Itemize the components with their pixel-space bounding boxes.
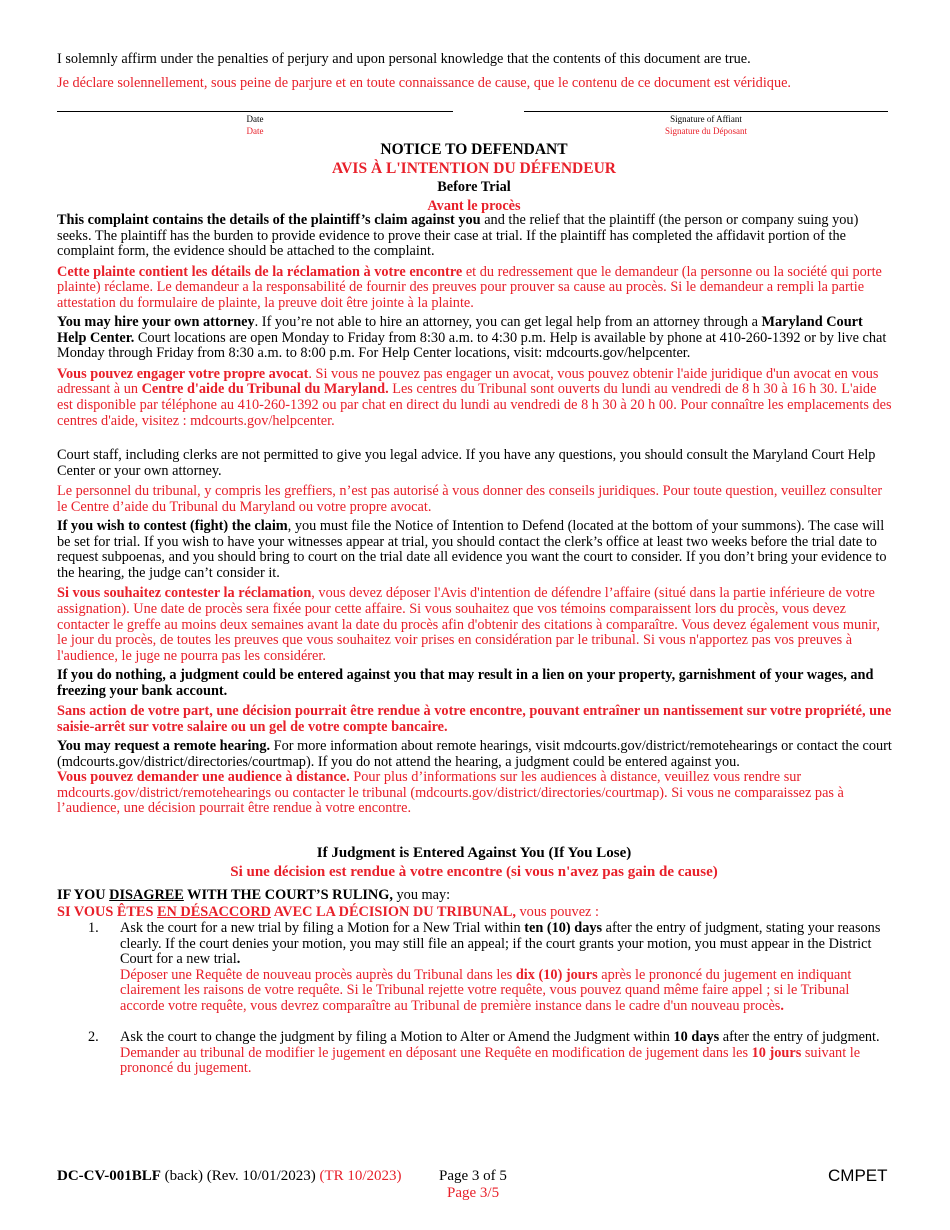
judgment-title-en: If Judgment is Entered Against You (If You Lose) — [316, 845, 632, 861]
list-item: 2. Ask the court to change the judgment by filing a Motion to Alter or Amend the Judgment within 10 days after the entry of judgment. Demander au tribunal de modifier le jugement en déposant une Requête en modification de jugement dans les 10 jours suivant le prononcé du jugement. — [88, 1029, 880, 1077]
notice-sub-en: Before Trial — [437, 179, 511, 195]
judgment-header — [57, 844, 891, 882]
date-label: Date Date — [246, 114, 264, 136]
signature-line — [524, 111, 888, 112]
paragraph-court-staff: Court staff, including clerks are not permitted to give you legal advice. If you have any questions, you should consult the Maryland Court Help Center or your own attorney. Le personnel du tribunal, y compris les greffiers, n’est pas autorisé à vous donner des conseils juridiques. Pour toute question, veuillez consulter le Centre d’aide du Tribunal du Maryland ou votre propre avocat. — [57, 447, 883, 515]
signature-label: Signature of Affiant Signature du Déposant — [665, 114, 747, 136]
paragraph-contest: If you wish to contest (fight) the claim, you must file the Notice of Intention to Defend (located at the bottom of your summons). The case will be set for trial. If you wish to have your witnesses appear at trial, you should contact the clerk’s office at least two weeks before the trial date to request subpoenas, and you should bring to court on the trial date all evidence you want the court to consider. If you don’t bring your evidence to the hearing, the judge can’t consider it. Si vous souhaitez contester la réclamation, vous devez déposer l'Avis d'intention de défendre l’affaire (situé dans la partie inférieure de votre assignation). Une date de procès sera fixée pour cette affaire. Si vous souhaitez que vos témoins comparaissent lors du procès, vous devez contacter le greffe au moins deux semaines avant la date du procès afin d'obtenir des citations à comparaître. Vous devez également vous munir, le jour du procès, de toutes les preuves que vous souhaitez voir prises en considération par le tribunal. Si vous n'apportez pas vos preuves à l'audience, le juge ne pourra pas les considérer. — [57, 518, 887, 664]
footer-page: Page 3 of 5 Page 3/5 — [439, 1168, 507, 1201]
paragraph-attorney: You may hire your own attorney. If you’re not able to hire an attorney, you can get legal help from an attorney through a Maryland Court Help Center. Court locations are open Monday to Friday from 8:30 a.m. to 4:30 p.m. Help is available by phone at 410-260-1392 or by live chat Monday through Friday from 8:30 a.m. to 8:00 p.m. For Help Center locations, visit: mdcourts.gov/helpcenter. Vous pouvez engager votre propre avocat. Si vous ne pouvez pas engager un avocat, vous pouvez obtenir l'aide juridique d'un avocat en vous adressant à un Centre d'aide du Tribunal du Maryland. Les centres du Tribunal sont ouverts du lundi au vendredi de 8 h 30 à 16 h 30. L'aide est disponible par téléphone au 410-260-1392 ou par chat en direct du lundi au vendredi de 8 h 30 à 20 h 00. Pour connaître les emplacements des centres d'aide, visitez : mdcourts.gov/helpcenter. — [57, 314, 892, 429]
date-line — [57, 111, 453, 112]
judgment-lead: IF YOU DISAGREE WITH THE COURT’S RULING, you may: SI VOUS ÊTES EN DÉSACCORD AVEC LA DÉCISION DU TRIBUNAL, vous pouvez : — [57, 887, 599, 920]
footer-form-id: DC-CV-001BLF (back) (Rev. 10/01/2023) (TR 10/2023) — [57, 1168, 402, 1184]
paragraph-complaint: This complaint contains the details of the plaintiff’s claim against you and the relief that the plaintiff (the person or company suing you) seeks. The plaintiff has the burden to provide evidence to prove their case at trial. If the plaintiff has completed the affidavit portion of the complaint form, the evidence should be attached to the complaint. Cette plainte contient les détails de la réclamation à votre encontre et du redressement que le demandeur (la personne ou la société qui porte plainte) réclame. Le demandeur a la responsabilité de fournir des preuves pour prouver sa cause au procès. Si le demandeur a rempli la partie attestation du formulaire de plainte, la preuve doit être jointe à la plainte. — [57, 212, 882, 311]
notice-header — [57, 140, 891, 215]
notice-title-en: NOTICE TO DEFENDANT — [380, 141, 568, 158]
affirmation-block — [57, 52, 917, 91]
list-item: 1. Ask the court for a new trial by filing a Motion for a New Trial within ten (10) days after the entry of judgment, stating your reasons clearly. If the court denies your motion, you may still file an appeal; if the court grants your motion, you must appear in the District Court for a new trial. Déposer une Requête de nouveau procès auprès du Tribunal dans les dix (10) jours après le prononcé du jugement en indiquant clairement les raisons de votre requête. Si le Tribunal rejette votre requête, vous pouvez quand même faire appel ; si le Tribunal accorde votre requête, vous devrez comparaître au Tribunal de première instance dans le cadre d'un nouveau procès. — [88, 920, 881, 1014]
judgment-title-fr: Si une décision est rendue à votre encontre (si vous n'avez pas gain de cause) — [230, 864, 718, 880]
notice-title-fr: AVIS À L'INTENTION DU DÉFENDEUR — [332, 160, 616, 177]
affirmation-en: I solemnly affirm under the penalties of perjury and upon personal knowledge that the contents of this document are true. — [57, 51, 751, 67]
affirmation-fr: Je déclare solennellement, sous peine de parjure et en toute connaissance de cause, que le contenu de ce document est véridique. — [57, 74, 792, 91]
form-code: CMPET — [828, 1166, 888, 1185]
paragraph-do-nothing: If you do nothing, a judgment could be entered against you that may result in a lien on your property, garnishment of your wages, and freezing your bank account. Sans action de votre part, une décision pourrait être rendue à votre encontre, pouvant entraîner un nantissement sur votre propriété, une saisie-arrêt sur votre salaire ou un gel de votre compte bancaire. — [57, 667, 892, 735]
notice-sub-fr: Avant le procès — [427, 198, 521, 214]
paragraph-remote-hearing: You may request a remote hearing. For more information about remote hearings, visit mdcourts.gov/district/remotehearings or contact the court (mdcourts.gov/district/directories/courtmap). If you do not attend the hearing, a judgment could be entered against you. Vous pouvez demander une audience à distance. Pour plus d’informations sur les audiences à distance, veuillez vous rendre sur mdcourts.gov/district/remotehearings ou contacter le tribunal (mdcourts.gov/district/directories/courtmap). Si vous ne comparaissez pas à l’audience, une décision pourrait être rendue à votre encontre. — [57, 738, 892, 817]
